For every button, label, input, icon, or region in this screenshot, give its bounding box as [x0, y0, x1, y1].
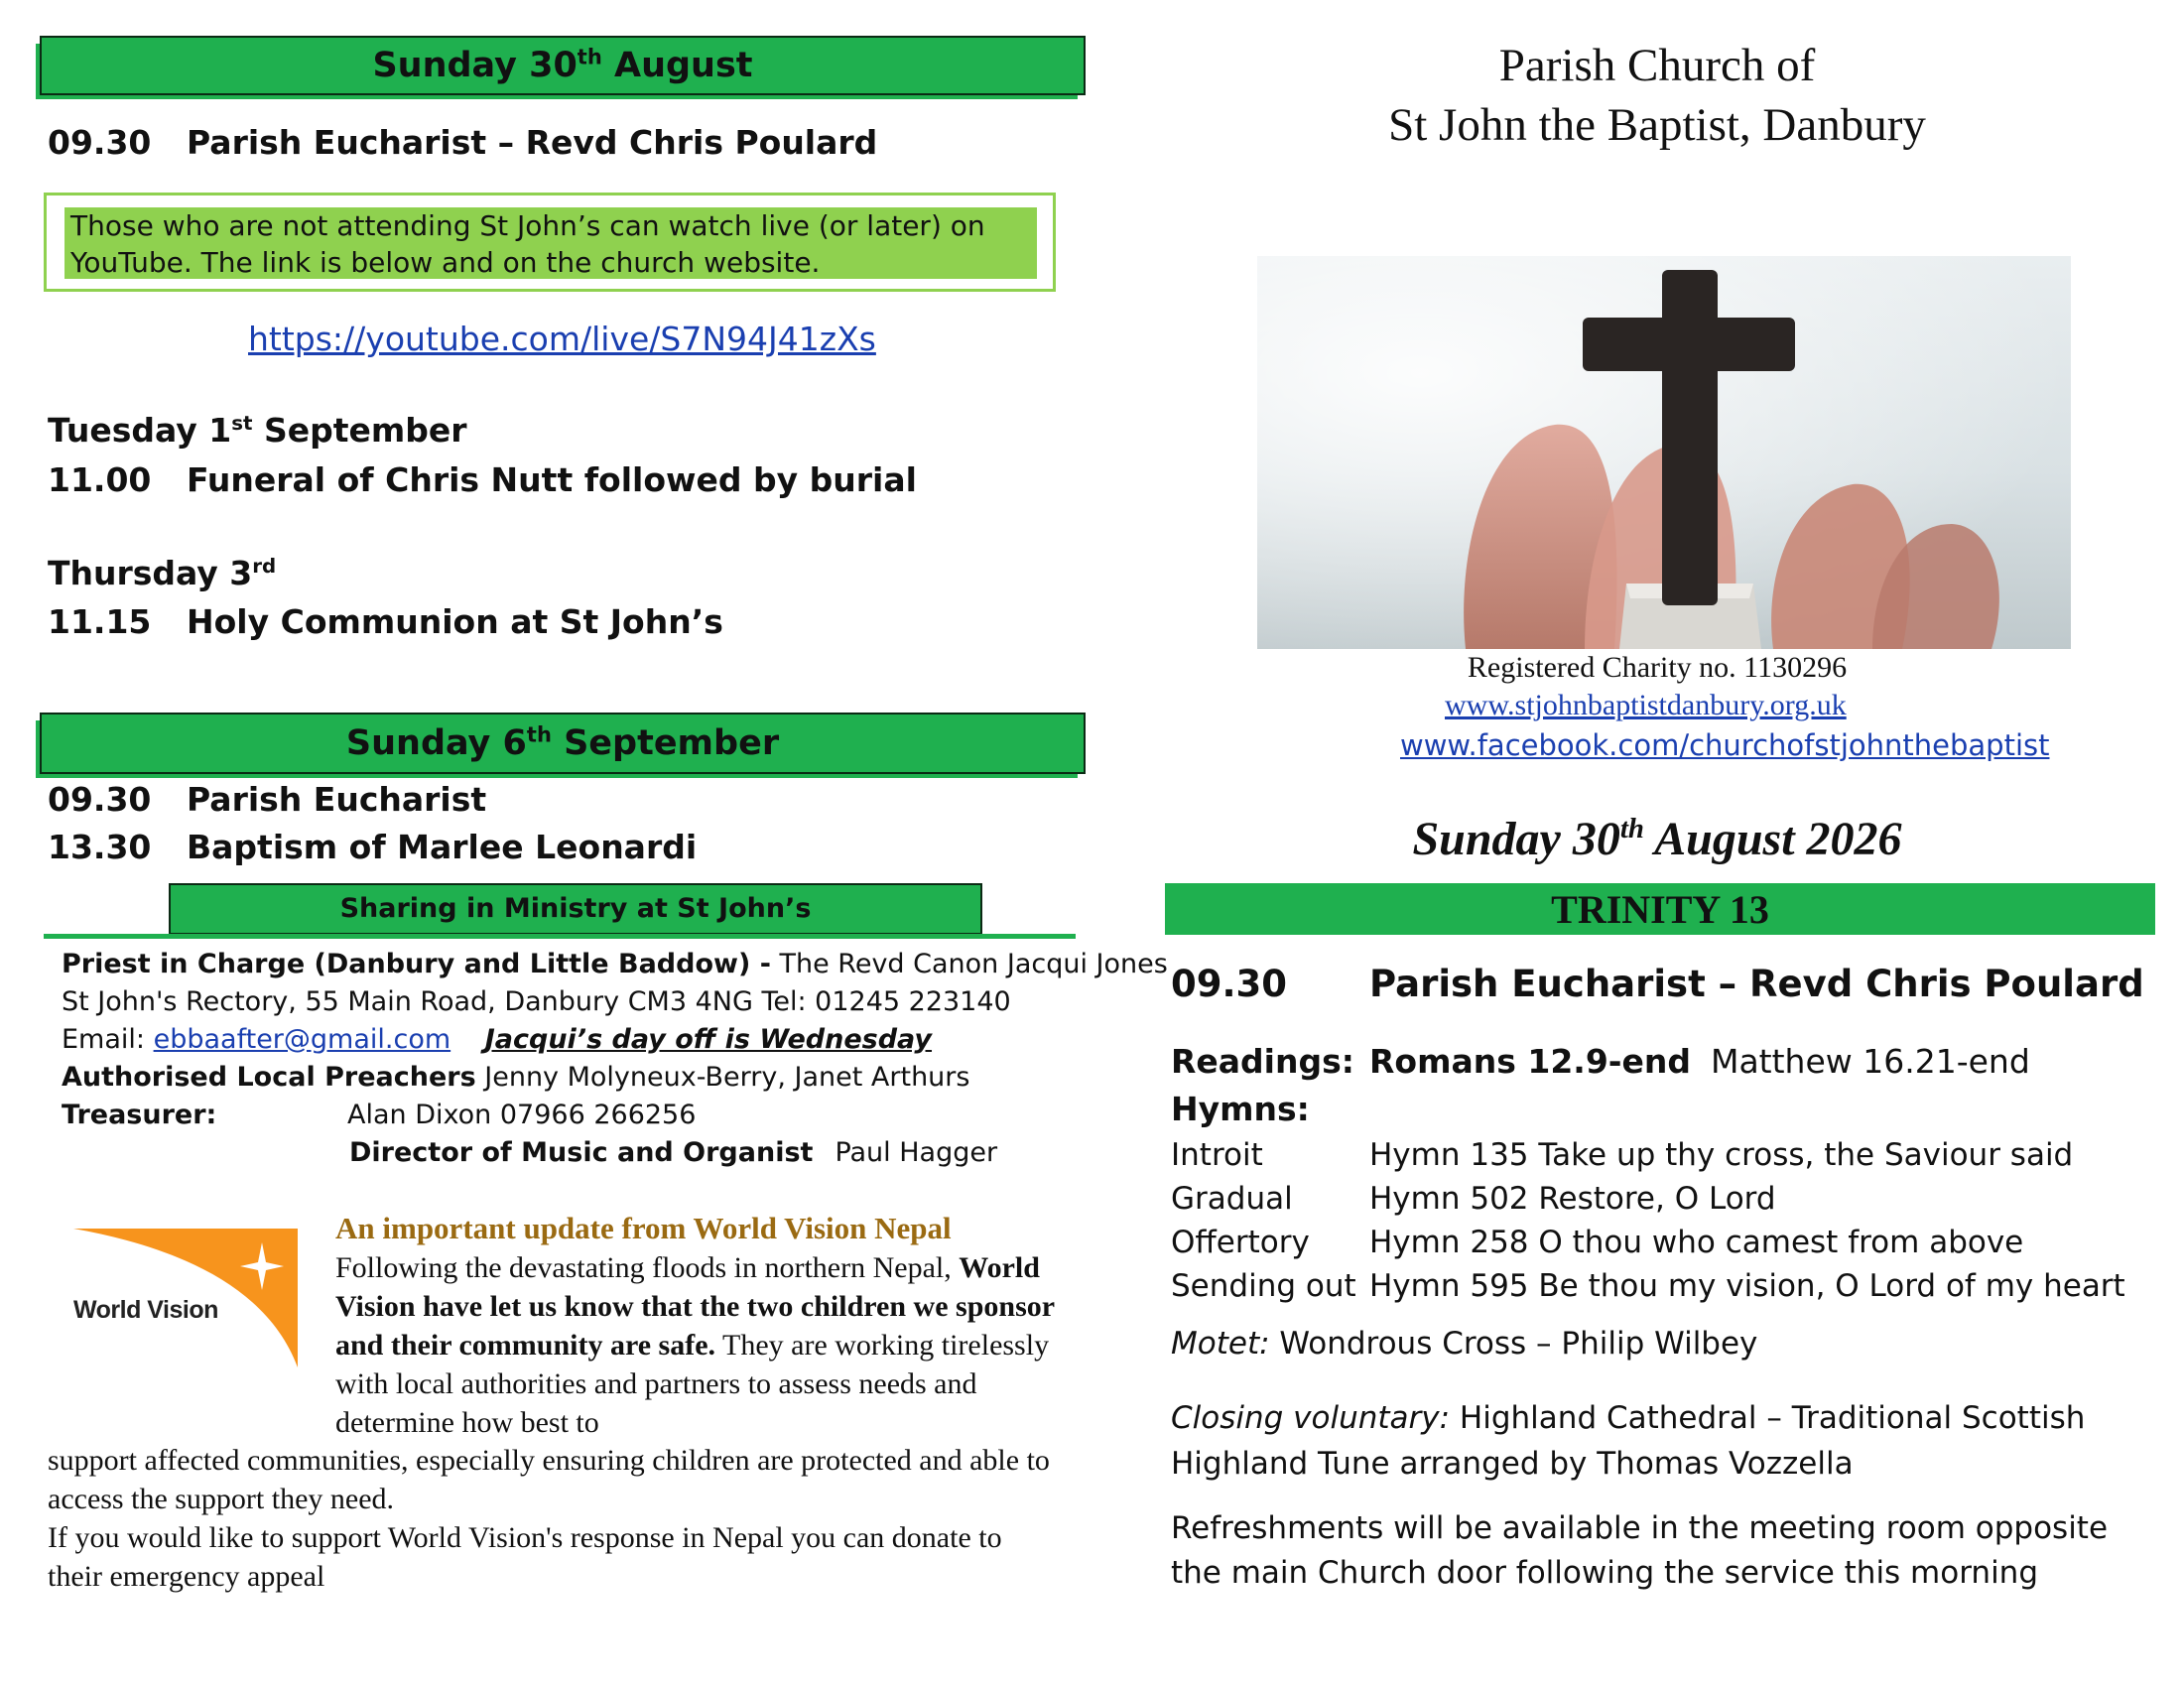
church-title-line2: St John the Baptist, Danbury [1388, 99, 1926, 151]
wv-body-wrapped [335, 1248, 1070, 1442]
main-service-text: Parish Eucharist – Revd Chris Poulard [1369, 963, 2144, 1005]
refreshments-note: Refreshments will be available in the meeting room opposite the main Church door following the service this morning [1171, 1510, 2109, 1591]
closing-line1: Highland Cathedral – Traditional Scottish [1450, 1400, 2086, 1436]
sunday-6-header [40, 713, 1086, 774]
date-rest: August 2026 [1643, 813, 1902, 865]
tuesday-suffix: st [231, 412, 253, 435]
email-link[interactable]: ebbaafter@gmail.com [153, 1024, 451, 1055]
row-time: 09.30 [48, 780, 152, 819]
tuesday-month: September [252, 411, 467, 450]
hymn-label: Introit [1171, 1137, 1263, 1173]
treasurer-line [62, 1100, 696, 1130]
church-title [1161, 36, 2153, 155]
cross-photo [1257, 256, 2071, 649]
youtube-notice: Those who are not attending St John’s can watch live (or later) on YouTube. The link is below and on the church website. [64, 207, 1037, 279]
ministry-divider [44, 934, 1076, 939]
tuesday-day [48, 411, 467, 450]
row-time: 13.30 [48, 828, 152, 866]
thursday-text: Holy Communion at St John’s [187, 602, 723, 641]
treasurer-label: Treasurer: [62, 1100, 217, 1130]
priest-label: Priest in Charge (Danbury and Little Baddow) - [62, 949, 771, 979]
main-service-row [1171, 963, 2144, 1005]
preachers-names: Jenny Molyneux-Berry, Janet Arthurs [475, 1062, 970, 1093]
charity-number: Registered Charity no. 1130296 [1467, 651, 1848, 684]
wv-p1: Following the devastating floods in northern Nepal, [335, 1251, 952, 1284]
wv-p1-bold: World Vision have let us know that the two children we sponsor and their community are safe. [335, 1251, 1055, 1362]
youtube-link[interactable]: https://youtube.com/live/S7N94J41zXs [248, 320, 876, 358]
motet-label: Motet: [1171, 1326, 1270, 1362]
service-row [48, 123, 877, 162]
rectory-address: St John's Rectory, 55 Main Road, Danbury CM3 4NG Tel: 01245 223140 [62, 986, 1011, 1017]
hymn-row-offertory [1171, 1225, 2023, 1260]
hymn-row-sending-out [1171, 1268, 2125, 1304]
service-time: 09.30 [48, 123, 152, 162]
row-text: Parish Eucharist [187, 780, 487, 819]
music-label: Director of Music and Organist [349, 1137, 814, 1168]
music-name: Paul Hagger [835, 1137, 998, 1168]
motet-text: Wondrous Cross – Philip Wilbey [1269, 1326, 1758, 1362]
row-text: Baptism of Marlee Leonardi [187, 828, 698, 866]
tuesday-time: 11.00 [48, 460, 152, 499]
wv-p1-rest: They are working tirelessly with local authorities and partners to assess needs and determine how best to [335, 1329, 1050, 1439]
date-text: Sunday 30 [1412, 813, 1620, 865]
sunday-30-header [40, 36, 1086, 95]
date-suffix: th [1619, 813, 1644, 844]
email-label: Email: [62, 1024, 154, 1055]
hymn-row-introit [1171, 1137, 2073, 1173]
reading-1: Romans 12.9-end [1369, 1042, 1691, 1081]
header-suffix: th [526, 722, 552, 747]
header-text: Sunday 6 [345, 723, 527, 763]
tuesday-day-text: Tuesday 1 [48, 411, 232, 450]
hymn-text: Hymn 135 Take up thy cross, the Saviour said [1369, 1137, 2074, 1173]
header-month: September [551, 723, 780, 763]
thursday-day-text: Thursday 3 [48, 554, 253, 592]
tuesday-row [48, 460, 917, 499]
readings-label: Readings: [1171, 1042, 1354, 1081]
svg-text:World Vision: World Vision [73, 1296, 218, 1324]
priest-name: The Revd Canon Jacqui Jones [770, 949, 1168, 979]
thursday-time: 11.15 [48, 602, 152, 641]
wv-heading: An important update from World Vision Nepal [335, 1211, 952, 1245]
hymn-label: Offertory [1171, 1225, 1310, 1260]
wv-body-full [48, 1441, 1060, 1596]
header-suffix: th [577, 45, 602, 69]
hymn-label: Sending out [1171, 1268, 1356, 1304]
thursday-day [48, 554, 276, 592]
church-title-line1: Parish Church of [1498, 40, 1816, 91]
tuesday-text: Funeral of Chris Nutt followed by burial [187, 460, 917, 499]
service-date [1161, 812, 2153, 866]
thursday-suffix: rd [252, 555, 277, 578]
email-line [62, 1024, 932, 1055]
main-service-time: 09.30 [1171, 963, 1288, 1005]
hymn-text: Hymn 595 Be thou my vision, O Lord of my heart [1369, 1268, 2125, 1304]
thursday-row [48, 602, 723, 641]
hymns-label: Hymns: [1171, 1090, 1310, 1128]
preachers-label: Authorised Local Preachers [62, 1062, 476, 1093]
header-month: August [601, 46, 753, 85]
reading-2: Matthew 16.21-end [1710, 1042, 2030, 1081]
priest-line [62, 949, 1168, 979]
website-link[interactable]: www.stjohnbaptistdanbury.org.uk [1445, 689, 1847, 721]
closing-line2: Highland Tune arranged by Thomas Vozzella [1171, 1446, 1854, 1482]
header-text: Sunday 30 [372, 46, 578, 85]
hymn-row-gradual [1171, 1181, 1776, 1217]
youtube-notice-box [44, 193, 1056, 292]
sunday-6-row-2 [48, 828, 697, 866]
music-line [349, 1137, 997, 1168]
readings-row [1171, 1042, 2030, 1081]
trinity-bar: TRINITY 13 [1165, 883, 2155, 935]
hymn-text: Hymn 258 O thou who camest from above [1369, 1225, 2024, 1260]
world-vision-logo [65, 1221, 304, 1369]
motet-line [1171, 1326, 1757, 1362]
wv-p1-end: support affected communities, especially ensuring children are protected and able to access the support they need. [48, 1444, 1050, 1515]
service-text: Parish Eucharist – Revd Chris Poulard [187, 123, 878, 162]
cross-in-hand-image [1257, 256, 2071, 649]
preachers-line [62, 1062, 969, 1093]
hymn-text: Hymn 502 Restore, O Lord [1369, 1181, 1776, 1217]
day-off-note: Jacqui’s day off is Wednesday [484, 1024, 933, 1055]
closing-voluntary [1171, 1395, 2085, 1487]
hymn-label: Gradual [1171, 1181, 1293, 1217]
closing-label: Closing voluntary: [1171, 1400, 1451, 1436]
wv-p2: If you would like to support World Vision's response in Nepal you can donate to their emergency appeal [48, 1521, 1002, 1593]
world-vision-logo-graphic [65, 1221, 304, 1369]
sunday-6-row-1 [48, 780, 486, 819]
treasurer-name: Alan Dixon 07966 266256 [347, 1100, 697, 1130]
ministry-header: Sharing in Ministry at St John’s [169, 883, 982, 935]
facebook-link[interactable]: www.facebook.com/churchofstjohnthebaptist [1400, 728, 2050, 762]
